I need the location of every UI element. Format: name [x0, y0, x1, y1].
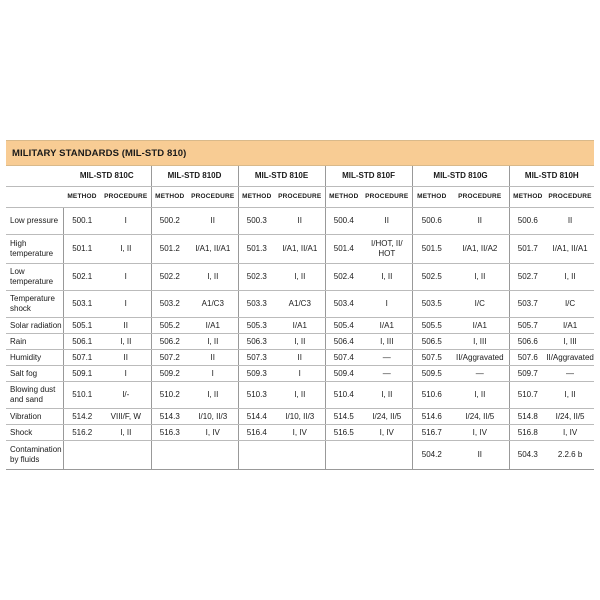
procedure-cell: I/10, II/3 [275, 409, 325, 425]
procedure-cell: — [362, 350, 412, 366]
method-cell: 509.5 [412, 366, 451, 382]
table-row [6, 291, 594, 318]
test-label: Low temperature [6, 264, 63, 291]
procedure-cell: I, II [101, 334, 151, 350]
method-cell: 505.3 [238, 318, 275, 334]
method-cell: 507.5 [412, 350, 451, 366]
table-row [6, 208, 594, 235]
procedure-cell: I/24, II/5 [362, 409, 412, 425]
procedure-cell: I, II [188, 264, 238, 291]
method-cell: 503.3 [238, 291, 275, 318]
method-cell: 500.1 [63, 208, 101, 235]
procedure-cell: A1/C3 [275, 291, 325, 318]
procedure-column-header: PROCEDURE [451, 187, 509, 208]
table-row [6, 425, 594, 441]
procedure-cell: VIII/F, W [101, 409, 151, 425]
procedure-cell: II [188, 350, 238, 366]
procedure-cell: II [101, 318, 151, 334]
procedure-column-header: PROCEDURE [546, 187, 594, 208]
procedure-column-header: PROCEDURE [188, 187, 238, 208]
procedure-cell: I/A1 [362, 318, 412, 334]
method-cell: 514.8 [509, 409, 546, 425]
method-cell: 516.2 [63, 425, 101, 441]
method-cell: 516.5 [325, 425, 362, 441]
procedure-cell: — [451, 366, 509, 382]
procedure-cell: I/A1, II/A1 [275, 235, 325, 264]
method-cell: 506.4 [325, 334, 362, 350]
procedure-cell: II/Aggravated [451, 350, 509, 366]
procedure-cell: I [101, 208, 151, 235]
procedure-cell: II/Aggravated [546, 350, 594, 366]
method-cell: 500.2 [151, 208, 188, 235]
method-cell: 504.2 [412, 441, 451, 470]
method-cell: 500.4 [325, 208, 362, 235]
procedure-cell: I [101, 291, 151, 318]
procedure-cell: I/C [546, 291, 594, 318]
method-cell: 514.5 [325, 409, 362, 425]
procedure-cell: II [546, 208, 594, 235]
method-cell: 501.1 [63, 235, 101, 264]
procedure-cell: II [451, 208, 509, 235]
procedure-cell: I [188, 366, 238, 382]
procedure-cell: II [275, 208, 325, 235]
method-cell: 510.2 [151, 382, 188, 409]
method-cell: 506.3 [238, 334, 275, 350]
procedure-cell: II [101, 350, 151, 366]
procedure-cell [188, 441, 238, 470]
procedure-cell: I, II [546, 382, 594, 409]
table-row [6, 235, 594, 264]
test-label: Blowing dust and sand [6, 382, 63, 409]
test-label: Low pressure [6, 208, 63, 235]
method-cell: 516.8 [509, 425, 546, 441]
method-cell [63, 441, 101, 470]
method-cell [151, 441, 188, 470]
test-label: Humidity [6, 350, 63, 366]
procedure-cell: 2.2.6 b [546, 441, 594, 470]
method-cell: 501.7 [509, 235, 546, 264]
procedure-cell: II [362, 208, 412, 235]
procedure-cell: I, II [275, 264, 325, 291]
method-cell: 509.3 [238, 366, 275, 382]
method-cell: 505.2 [151, 318, 188, 334]
method-cell: 502.4 [325, 264, 362, 291]
method-cell: 509.7 [509, 366, 546, 382]
procedure-column-header: PROCEDURE [101, 187, 151, 208]
method-cell: 501.2 [151, 235, 188, 264]
method-cell: 507.2 [151, 350, 188, 366]
method-cell: 505.7 [509, 318, 546, 334]
method-cell: 501.4 [325, 235, 362, 264]
procedure-cell: I, II [275, 334, 325, 350]
method-cell: 500.3 [238, 208, 275, 235]
method-cell [325, 441, 362, 470]
procedure-cell: I/A1 [275, 318, 325, 334]
method-cell: 503.1 [63, 291, 101, 318]
procedure-cell: I [101, 366, 151, 382]
standard-header: MIL-STD 810F [325, 166, 412, 187]
method-cell: 503.7 [509, 291, 546, 318]
method-cell: 510.6 [412, 382, 451, 409]
table-row [6, 318, 594, 334]
test-label: Temperature shock [6, 291, 63, 318]
procedure-cell: I, II [362, 264, 412, 291]
procedure-cell: I [101, 264, 151, 291]
test-label: Contamination by fluids [6, 441, 63, 470]
standard-header: MIL-STD 810D [151, 166, 238, 187]
standard-header: MIL-STD 810G [412, 166, 509, 187]
procedure-cell: I/A1 [546, 318, 594, 334]
procedure-cell: I/A1 [188, 318, 238, 334]
procedure-cell: I, II [362, 382, 412, 409]
method-column-header: METHOD [325, 187, 362, 208]
method-cell: 500.6 [412, 208, 451, 235]
corner-cell [6, 166, 63, 187]
method-cell: 506.2 [151, 334, 188, 350]
method-cell: 504.3 [509, 441, 546, 470]
method-cell: 507.4 [325, 350, 362, 366]
procedure-cell: I/- [101, 382, 151, 409]
method-cell: 509.4 [325, 366, 362, 382]
test-label: Rain [6, 334, 63, 350]
standard-header: MIL-STD 810C [63, 166, 151, 187]
procedure-cell: I, III [362, 334, 412, 350]
table-row [6, 366, 594, 382]
method-column-header: METHOD [238, 187, 275, 208]
method-cell: 501.5 [412, 235, 451, 264]
method-cell: 509.1 [63, 366, 101, 382]
procedure-column-header: PROCEDURE [275, 187, 325, 208]
method-cell: 502.1 [63, 264, 101, 291]
procedure-cell: I, IV [275, 425, 325, 441]
procedure-cell: I, II [546, 264, 594, 291]
procedure-cell: II [451, 441, 509, 470]
column-header-row [6, 187, 594, 208]
procedure-cell [362, 441, 412, 470]
procedure-column-header: PROCEDURE [362, 187, 412, 208]
method-cell: 516.7 [412, 425, 451, 441]
procedure-cell: I, II [188, 382, 238, 409]
procedure-cell: I/10, II/3 [188, 409, 238, 425]
procedure-cell: I, III [451, 334, 509, 350]
procedure-cell: I [362, 291, 412, 318]
standard-header: MIL-STD 810E [238, 166, 325, 187]
method-cell: 506.1 [63, 334, 101, 350]
method-cell: 509.2 [151, 366, 188, 382]
method-cell: 507.6 [509, 350, 546, 366]
table-row [6, 334, 594, 350]
procedure-cell: I, II [101, 235, 151, 264]
method-cell: 501.3 [238, 235, 275, 264]
procedure-cell: I/A1 [451, 318, 509, 334]
method-cell: 507.1 [63, 350, 101, 366]
procedure-cell [101, 441, 151, 470]
method-cell: 510.7 [509, 382, 546, 409]
method-cell: 516.3 [151, 425, 188, 441]
standards-table [6, 166, 594, 470]
procedure-cell: — [546, 366, 594, 382]
method-cell: 514.3 [151, 409, 188, 425]
method-column-header: METHOD [412, 187, 451, 208]
method-cell: 503.2 [151, 291, 188, 318]
procedure-cell: I, II [451, 264, 509, 291]
method-cell: 505.1 [63, 318, 101, 334]
method-cell: 516.4 [238, 425, 275, 441]
table-title: MILITARY STANDARDS (MIL-STD 810) [6, 140, 594, 166]
method-cell: 505.5 [412, 318, 451, 334]
method-column-header: METHOD [151, 187, 188, 208]
procedure-cell: I, II [451, 382, 509, 409]
standard-header: MIL-STD 810H [509, 166, 594, 187]
procedure-cell: II [188, 208, 238, 235]
method-cell: 510.1 [63, 382, 101, 409]
table-row [6, 350, 594, 366]
procedure-cell: I, IV [188, 425, 238, 441]
method-cell: 502.2 [151, 264, 188, 291]
method-cell: 502.3 [238, 264, 275, 291]
procedure-cell: I/24, II/5 [451, 409, 509, 425]
procedure-cell: II [275, 350, 325, 366]
procedure-cell: I/A1, II/A2 [451, 235, 509, 264]
procedure-cell: I/HOT, II/ HOT [362, 235, 412, 264]
method-cell: 514.2 [63, 409, 101, 425]
procedure-cell: I/A1, II/A1 [546, 235, 594, 264]
procedure-cell: I, IV [362, 425, 412, 441]
method-column-header: METHOD [63, 187, 101, 208]
procedure-cell: I, II [188, 334, 238, 350]
method-cell: 506.6 [509, 334, 546, 350]
corner-cell [6, 187, 63, 208]
method-cell: 506.5 [412, 334, 451, 350]
procedure-cell: I/24, II/5 [546, 409, 594, 425]
method-cell: 507.3 [238, 350, 275, 366]
test-label: High temperature [6, 235, 63, 264]
method-cell: 514.4 [238, 409, 275, 425]
table-row [6, 264, 594, 291]
standard-header-row [6, 166, 594, 187]
procedure-cell [275, 441, 325, 470]
procedure-cell: I, IV [451, 425, 509, 441]
method-cell: 500.6 [509, 208, 546, 235]
method-cell: 510.4 [325, 382, 362, 409]
procedure-cell: I [275, 366, 325, 382]
test-label: Solar radiation [6, 318, 63, 334]
procedure-cell: — [362, 366, 412, 382]
method-cell: 505.4 [325, 318, 362, 334]
method-cell: 510.3 [238, 382, 275, 409]
test-label: Shock [6, 425, 63, 441]
method-cell: 503.4 [325, 291, 362, 318]
method-column-header: METHOD [509, 187, 546, 208]
test-label: Salt fog [6, 366, 63, 382]
procedure-cell: I, II [101, 425, 151, 441]
table-row [6, 409, 594, 425]
table-row [6, 441, 594, 470]
table-row [6, 382, 594, 409]
procedure-cell: I, III [546, 334, 594, 350]
procedure-cell: I/A1, II/A1 [188, 235, 238, 264]
method-cell: 502.5 [412, 264, 451, 291]
procedure-cell: A1/C3 [188, 291, 238, 318]
standards-panel [6, 140, 594, 470]
method-cell [238, 441, 275, 470]
test-label: Vibration [6, 409, 63, 425]
method-cell: 502.7 [509, 264, 546, 291]
procedure-cell: I, IV [546, 425, 594, 441]
procedure-cell: I/C [451, 291, 509, 318]
method-cell: 514.6 [412, 409, 451, 425]
method-cell: 503.5 [412, 291, 451, 318]
procedure-cell: I, II [275, 382, 325, 409]
